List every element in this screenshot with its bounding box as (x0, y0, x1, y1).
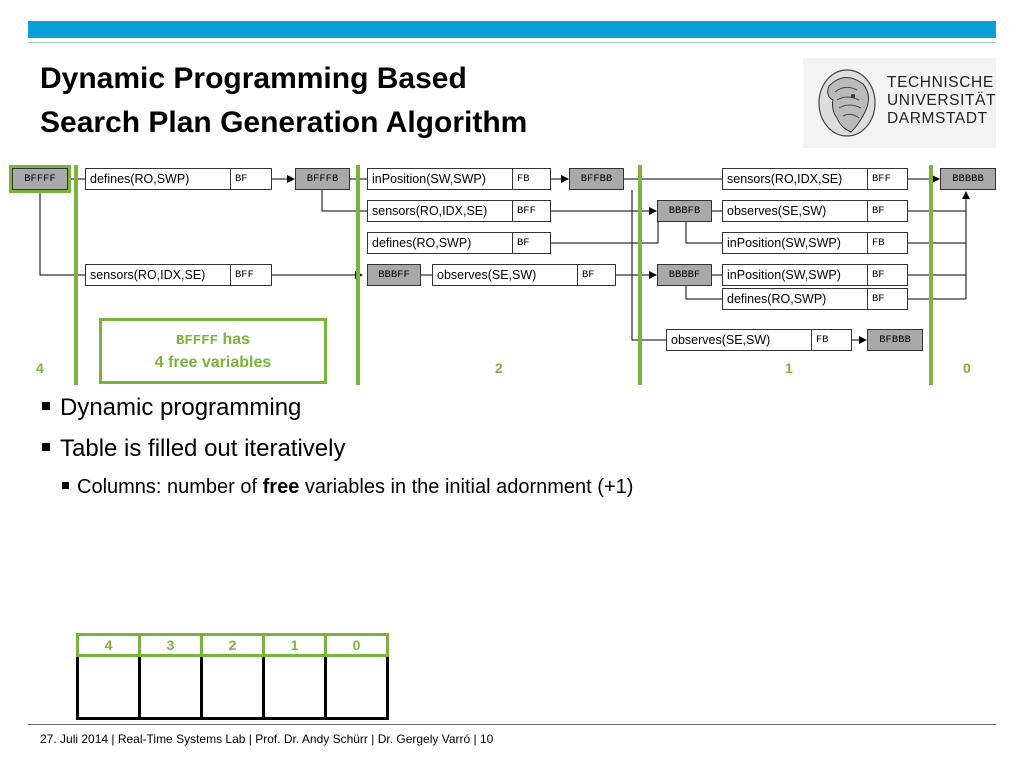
sub-bullet-text: Columns: number of (77, 476, 263, 498)
op-label: sensors(RO,IDX,SE) (368, 201, 513, 221)
bullet-text: Dynamic programming (60, 394, 302, 421)
op-defines (367, 232, 551, 254)
bullet-text: Table is filled out iteratively (60, 435, 346, 462)
column-separator-4 (74, 165, 78, 385)
state-bbbff: BBBFF (367, 264, 421, 286)
callout-state: BFFFF (175, 333, 218, 349)
column-label-0: 0 (963, 360, 971, 376)
free-variables-callout (99, 318, 327, 384)
sub-bullet-bold: free (262, 476, 300, 498)
op-observes (432, 264, 616, 286)
column-label-1: 1 (785, 360, 793, 376)
op-inposition (722, 264, 908, 286)
state-bfffb: BFFFB (295, 168, 350, 190)
op-label: inPosition(SW,SWP) (368, 169, 513, 189)
callout-line-2: 4 free variables (154, 354, 272, 371)
op-label: sensors(RO,IDX,SE) (723, 169, 868, 189)
op-adornment: BF (517, 237, 530, 249)
op-label: observes(SE,SW) (433, 265, 578, 285)
op-adornment: BF (872, 205, 885, 217)
state-bbbbb: BBBBB (940, 168, 996, 190)
state-bffbb: BFFBB (569, 168, 624, 190)
slide-title-line-2: Search Plan Generation Algorithm (40, 106, 528, 139)
op-adornment: BFF (235, 269, 254, 281)
op-observes (722, 200, 908, 222)
table-header-0: 0 (326, 635, 388, 656)
op-label: observes(SE,SW) (667, 330, 812, 350)
logo-text-3: DARMSTADT (887, 110, 988, 127)
column-label-4: 4 (36, 360, 44, 376)
column-label-2: 2 (495, 360, 503, 376)
op-label: observes(SE,SW) (723, 201, 868, 221)
logo-text-2: UNIVERSITÄT (887, 92, 997, 109)
op-label: defines(RO,SWP) (723, 289, 868, 309)
sub-bullet-item (62, 476, 633, 499)
state-bbbfb: BBBFB (657, 200, 712, 222)
op-sensors (367, 200, 551, 222)
table-header-2: 2 (202, 635, 264, 656)
slide-footer: 27. Juli 2014 | Real-Time Systems Lab | Prof. Dr. Andy Schürr | Dr. Gergely Varró | 10 (40, 732, 494, 746)
sub-bullet-text-end: variables in the initial adornment (+1) (299, 476, 634, 498)
table-header-1: 1 (264, 635, 326, 656)
state-bfbbb: BFBBB (867, 329, 923, 351)
op-adornment: FB (517, 173, 530, 185)
table-cell (78, 656, 140, 719)
op-defines (85, 168, 272, 190)
op-sensors (85, 264, 272, 286)
op-adornment: BF (872, 269, 885, 281)
op-label: inPosition(SW,SWP) (723, 233, 868, 253)
op-adornment: FB (816, 334, 829, 346)
table-cell (326, 656, 388, 719)
op-adornment: BF (235, 173, 248, 185)
callout-line-1 (102, 329, 324, 352)
op-adornment: BFF (872, 173, 891, 185)
op-label: defines(RO,SWP) (86, 169, 231, 189)
logo-text-1: TECHNISCHE (887, 74, 994, 91)
bullet-item (42, 435, 345, 463)
footer-divider (28, 724, 996, 725)
column-separator-0 (929, 165, 933, 385)
op-defines (722, 288, 908, 310)
op-label: sensors(RO,IDX,SE) (86, 265, 231, 285)
table-header-4: 4 (78, 635, 140, 656)
op-inposition (367, 168, 551, 190)
op-adornment: BF (872, 293, 885, 305)
table-cell (264, 656, 326, 719)
op-sensors (722, 168, 908, 190)
table-header-3: 3 (140, 635, 202, 656)
table-cell (140, 656, 202, 719)
bullet-square-icon (42, 443, 50, 451)
bullet-square-icon (42, 402, 50, 410)
op-label: defines(RO,SWP) (368, 233, 513, 253)
op-adornment: BF (582, 269, 595, 281)
column-separator-1 (638, 165, 642, 385)
bullet-square-icon (62, 482, 69, 489)
table-cell (202, 656, 264, 719)
op-inposition (722, 232, 908, 254)
op-label: inPosition(SW,SWP) (723, 265, 868, 285)
op-observes (666, 329, 852, 351)
dp-table (76, 633, 389, 720)
bullet-item (42, 394, 301, 422)
op-adornment: FB (872, 237, 885, 249)
column-separator-2 (356, 165, 360, 385)
state-bffff: BFFFF (12, 168, 68, 190)
op-adornment: BFF (517, 205, 536, 217)
callout-has: has (218, 331, 251, 348)
slide-title-line-1: Dynamic Programming Based (40, 62, 467, 95)
state-bbbbf: BBBBF (657, 264, 712, 286)
